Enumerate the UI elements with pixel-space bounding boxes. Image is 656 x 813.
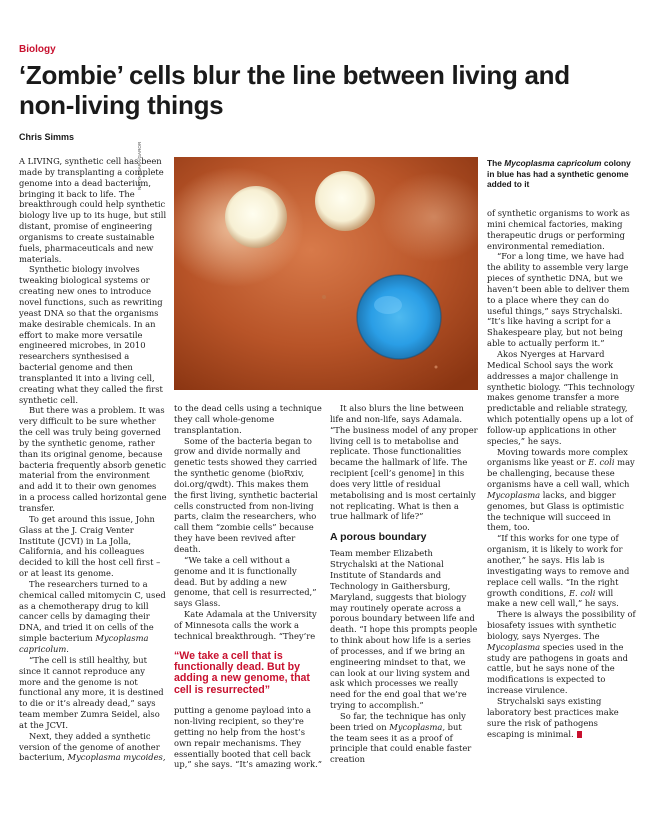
paragraph: “If this works for one type of organism, it is likely to work for another,” he says. His lab is investigating ways to remove and replace cell walls. “In the right growth conditions, E. coli will make a new cell wall,” he says. [487,533,630,609]
paragraph: The researchers turned to a chemical called mitomycin C, used as a chemotherapy drug to kill cancer cells by damaging their DNA, and tried it on cells of the simple bacterium Mycoplasma capricolum. [19,578,166,654]
paragraph: A LIVING, synthetic cell has been made by transplanting a complete genome into a dead bacterium, bringing it back to life. The breakthrough could help synthetic biology live up to its huge, but still distant, promise of engineering organisms to create sustainable fuels, pharmaceuticals and new materials. [19,156,167,264]
photo-credit: NATYASSARA/GAROR [137,141,142,190]
paragraph: To get around this issue, John Glass at the J. Craig Venter Institute (JCVI) in La Jolla, California, and his colleagues decided to kill the host cell first – or at least its genome. [19,513,161,579]
paragraph: “We take a cell without a genome and it is functionally dead. But by adding a new genome, that cell is resurrected,” says Glass. [174,554,317,609]
article-column-4 [487,208,637,739]
end-mark-icon [577,731,582,738]
paragraph: to the dead cells using a technique they call whole-genome transplantation. [174,403,322,435]
paragraph: Akos Nyerges at Harvard Medical School says the work addresses a major challenge in synthetic biology. “This technology makes genome transfer a more predictable and reliable strategy, which potentially opens up a lot of follow-up applications in other species,” he says. [487,348,635,446]
photo-caption: The Mycoplasma capricolum colony in blue has had a synthetic genome added to it [487,158,631,189]
paragraph: Next, they added a synthetic version of the genome of another bacterium, Mycoplasma mycoides, [19,730,166,763]
paragraph: Team member Elizabeth Strychalski at the National Institute of Standards and Technology in Gaithersburg, Maryland, suggests that biology may routinely operate across a porous boundary between life and death. “I hope this prompts people to think about how life is a series of processes, and if we bring an engineering mindset to that, we can look at our living system and ask which processes we really need for the end goal that we’re trying to accomplish.” [330,548,478,711]
paragraph: Moving towards more complex organisms like yeast or E. coli may be challenging, because these organisms have a cell wall, which Mycoplasma lacks, and bigger genomes, but Glass is optimistic the technique will succeed in them, too. [487,446,635,533]
bacteria-colony-photo [174,157,478,390]
article-column-3 [330,403,478,765]
headline: ‘Zombie’ cells blur the line between living and non-living things [19,60,570,120]
section-label: Biology [19,44,56,55]
paragraph: putting a genome payload into a non-living recipient, so they’re getting no help from the host’s own repair mechanisms. They essentially booted that cell back up,” she says. “It’s amazing work.” [174,705,323,770]
pull-quote: “We take a cell that is functionally dead. But by adding a new genome, that cell is resurrected” [174,649,310,696]
paragraph: There is always the possibility of biosafety issues with synthetic biology, says Nyerges. The Mycoplasma species used in the study are pathogens in goats and cattle, but he says none of the modifications is expected to increase virulence. [487,609,636,696]
article-column-2 [174,403,322,770]
paragraph: So far, the technique has only been tried on Mycoplasma, but the team sees it as a proof of principle that could enable faster creation [330,710,472,765]
paragraph: Strychalski says existing laboratory best practices make sure the risk of pathogens escaping is minimal. [487,695,619,739]
paragraph: Kate Adamala at the University of Minnesota calls the work a technical breakthrough. “They’re [174,609,317,641]
paragraph: “The cell is still healthy, but since it cannot reproduce any more and the genome is not functional any more, it is destined to die or it’s already dead,” says team member Zumra Seidel, also at the JCVI. [19,654,164,730]
byline: Chris Simms [19,132,75,142]
paragraph: Synthetic biology involves tweaking biological systems or creating new ones to introduce novel functions, such as rewriting yeast DNA so that the organisms make desirable chemicals. In an effort to make more versatile engineered microbes, in 2010 researchers synthesised a bacterial genome and then transplanted it into a living cell, creating what they called the first synthetic cell. [19,264,163,405]
paragraph: It also blurs the line between life and non-life, says Adamala. “The business model of any proper living cell is to metabolise and replicate. Those functionalities became the hallmark of life. The recipient [cell’s genome] in this does very little of residual metabolising and is most certainly not replicating. What is then a true hallmark of life?” [330,403,478,522]
article-column-1 [19,156,167,763]
paragraph: “For a long time, we have had the ability to assemble very large pieces of synthetic DNA, but we haven’t been able to deliver them to a place where they can do useful things,” says Strychalski. “It’s like having a script for a Shakespeare play, but not being able to actually perform it.” [487,251,630,349]
subheading: A porous boundary [330,531,427,544]
paragraph: But there was a problem. It was very difficult to be sure whether the cell was truly being governed by the synthetic genome, rather than its original genome, because bacteria frequently absorb genetic material from the environment and add it to their own genomes in a process called horizontal gene transfer. [19,405,167,513]
paragraph: of synthetic organisms to work as mini chemical factories, making therapeutic drugs or performing environmental remediation. [487,208,630,251]
paragraph: Some of the bacteria began to grow and divide normally and genetic tests showed they carried the synthetic genome (bioRxiv, doi.org/qwdt). This makes them the first living, synthetic bacterial cells constructed from non-living parts, claim the researchers, who call them “zombie cells” because they have been revived after death. [174,435,318,554]
